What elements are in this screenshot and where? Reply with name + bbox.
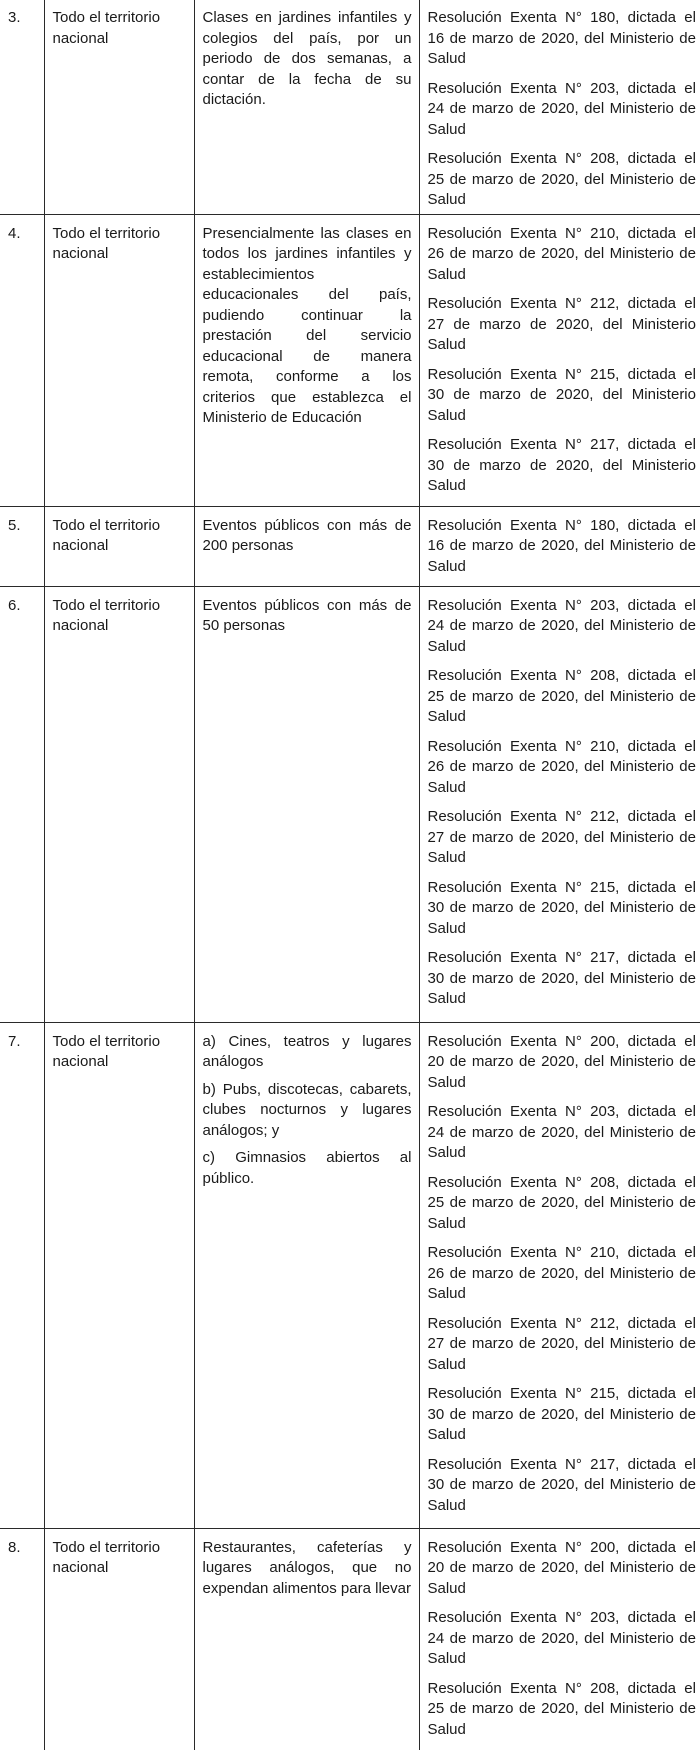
- resolution-text: Resolución Exenta N° 208, dictada el 25 de marzo de 2020, del Ministerio de Salud: [427, 150, 696, 208]
- resolution-text: Resolución Exenta N° 203, dictada el 24 de marzo de 2020, del Ministerio de Salud: [427, 79, 696, 138]
- measure-cell: [194, 586, 419, 1022]
- resolution-text: Resolución Exenta N° 215, dictada el 30 de marzo de 2020, del Ministerio de Salud: [427, 878, 696, 937]
- table-row: [0, 1022, 700, 1528]
- measure-text: Eventos públicos con más de 50 personas: [202, 596, 412, 634]
- measure-text: Clases en jardines infantiles y colegios del país, por un periodo de dos semanas, a contar de la fecha de su dictación.: [202, 9, 412, 108]
- resolution-text: Resolución Exenta N° 203, dictada el 24 de marzo de 2020, del Ministerio de Salud: [427, 1609, 696, 1667]
- territory-cell: Todo el territorio nacional: [44, 0, 194, 214]
- measure-text: Restaurantes, cafeterías y lugares análogos, que no expendan alimentos para llevar: [202, 1538, 412, 1597]
- resolution-text: Resolución Exenta N° 180, dictada el 16 de marzo de 2020, del Ministerio de Salud: [427, 9, 696, 67]
- row-number: 6.: [0, 586, 44, 1022]
- resolution-text: Resolución Exenta N° 212, dictada el 27 de marzo de 2020, del Ministerio de Salud: [427, 808, 696, 866]
- resolution-text: Resolución Exenta N° 208, dictada el 25 de marzo de 2020, del Ministerio de Salud: [427, 667, 696, 725]
- resolutions-cell: [419, 586, 700, 1022]
- resolution-text: Resolución Exenta N° 217, dictada el 30 de marzo de 2020, del Ministerio de Salud: [427, 949, 696, 1007]
- measure-text: c) Gimnasios abiertos al público.: [202, 1149, 412, 1187]
- resolutions-cell: [419, 1528, 700, 1750]
- resolution-text: Resolución Exenta N° 217, dictada el 30 de marzo de 2020, del Ministerio Salud: [427, 436, 696, 494]
- resolution-text: Resolución Exenta N° 210, dictada el 26 de marzo de 2020, del Ministerio de Salud: [427, 737, 696, 796]
- measure-text: b) Pubs, discotecas, cabarets, clubes nocturnos y lugares análogos; y: [202, 1080, 412, 1139]
- table-row: [0, 0, 700, 214]
- measure-cell: [194, 1022, 419, 1528]
- row-number: 5.: [0, 506, 44, 586]
- measure-cell: [194, 506, 419, 586]
- measure-cell: [194, 0, 419, 214]
- row-number: 3.: [0, 0, 44, 214]
- resolutions-cell: [419, 1022, 700, 1528]
- territory-cell: Todo el territorio nacional: [44, 1022, 194, 1528]
- territory-cell: Todo el territorio nacional: [44, 586, 194, 1022]
- territory-cell: Todo el territorio nacional: [44, 1528, 194, 1750]
- resolution-text: Resolución Exenta N° 215, dictada el 30 de marzo de 2020, del Ministerio de Salud: [427, 1385, 696, 1443]
- measure-text: Eventos públicos con más de 200 personas: [202, 516, 412, 554]
- measure-text: Presencialmente las clases en todos los jardines infantiles y establecimientos educacionales del país, pudiendo continuar la prestación del servicio educacional de manera remota, conforme a los criterios que establezca el Ministerio de Educación: [202, 224, 412, 426]
- row-number: 4.: [0, 214, 44, 506]
- measure-text: a) Cines, teatros y lugares análogos: [202, 1032, 412, 1070]
- table-row: [0, 586, 700, 1022]
- resolution-text: Resolución Exenta N° 203, dictada el 24 de marzo de 2020, del Ministerio de Salud: [427, 1103, 696, 1161]
- resolution-text: Resolución Exenta N° 212, dictada el 27 de marzo de 2020, del Ministerio Salud: [427, 295, 696, 353]
- resolution-text: Resolución Exenta N° 212, dictada el 27 de marzo de 2020, del Ministerio de Salud: [427, 1314, 696, 1373]
- resolutions-cell: [419, 0, 700, 214]
- resolution-text: Resolución Exenta N° 210, dictada el 26 de marzo de 2020, del Ministerio de Salud: [427, 1244, 696, 1302]
- resolution-text: Resolución Exenta N° 200, dictada el 20 de marzo de 2020, del Ministerio de Salud: [427, 1032, 696, 1091]
- territory-cell: Todo el territorio nacional: [44, 214, 194, 506]
- resolutions-cell: [419, 214, 700, 506]
- table-row: [0, 214, 700, 506]
- resolution-text: Resolución Exenta N° 217, dictada el 30 de marzo de 2020, del Ministerio de Salud: [427, 1455, 696, 1514]
- territory-cell: Todo el territorio nacional: [44, 506, 194, 586]
- resolution-text: Resolución Exenta N° 203, dictada el 24 de marzo de 2020, del Ministerio de Salud: [427, 596, 696, 655]
- measure-cell: [194, 1528, 419, 1750]
- row-number: 8.: [0, 1528, 44, 1750]
- table-row: [0, 1528, 700, 1750]
- resolution-text: Resolución Exenta N° 208, dictada el 25 de marzo de 2020, del Ministerio de Salud: [427, 1679, 696, 1738]
- resolution-text: Resolución Exenta N° 180, dictada el 16 de marzo de 2020, del Ministerio de Salud: [427, 516, 696, 575]
- resolution-text: Resolución Exenta N° 208, dictada el 25 de marzo de 2020, del Ministerio de Salud: [427, 1173, 696, 1232]
- resolution-text: Resolución Exenta N° 200, dictada el 20 de marzo de 2020, del Ministerio de Salud: [427, 1538, 696, 1597]
- resolution-text: Resolución Exenta N° 215, dictada el 30 de marzo de 2020, del Ministerio Salud: [427, 365, 696, 424]
- measure-cell: [194, 214, 419, 506]
- table-row: [0, 506, 700, 586]
- resolutions-cell: [419, 506, 700, 586]
- row-number: 7.: [0, 1022, 44, 1528]
- resolution-text: Resolución Exenta N° 210, dictada el 26 de marzo de 2020, del Ministerio de Salud: [427, 224, 696, 283]
